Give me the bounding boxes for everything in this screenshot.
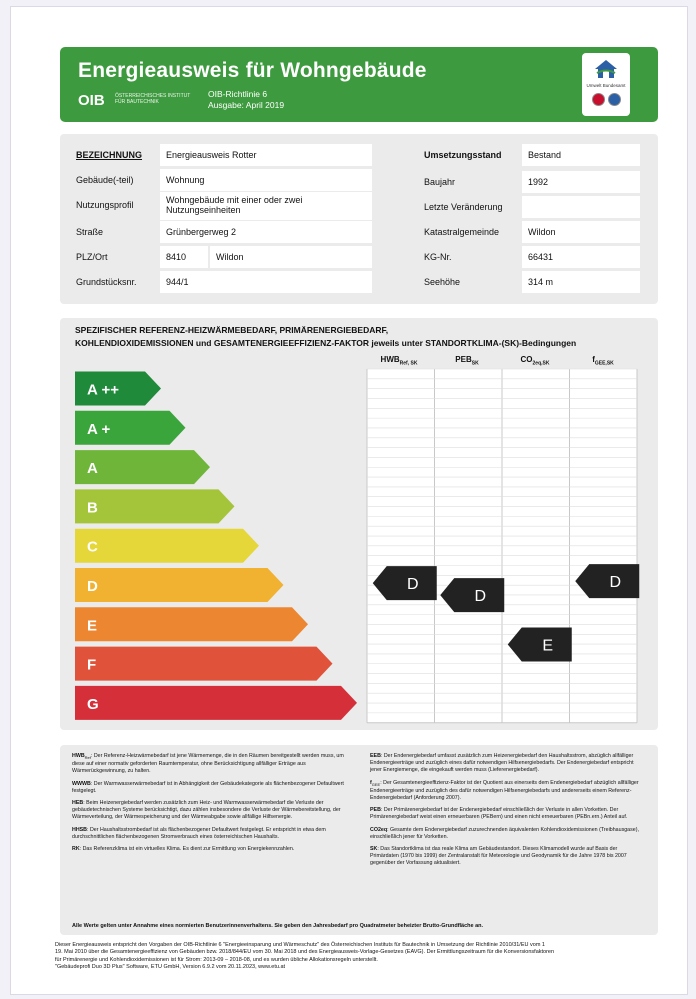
column-header-co2: $CO_{2eq,SK}$ <box>520 355 550 367</box>
definitions-footer: Alle Werte gelten unter Annahme eines normierten Benutzerinnenverhaltens. Sie geben den Jahresbedarf pro Quadratmeter beheizter Brutto-Grundfläche an. <box>72 923 484 929</box>
katastralgemeinde-label: Katastralgemeinde <box>424 227 500 237</box>
house-icon <box>594 59 618 79</box>
legal-footer <box>55 942 655 971</box>
left-definition: $HWB_{Ref}$: Der Referenz-Heizwärmebedarf ist jene Wärmemenge, die in den Räumen bereitgestellt werden muss, um diese auf einer normativ geforderten Raumtemperatur, ohne Berücksichtigung allfälliger Erträge aus Wärmerückgewinnung, zu halten. <box>72 753 344 775</box>
letzte-veraenderung-label: Letzte Veränderung <box>424 202 503 212</box>
ort-value: Wildon <box>210 246 372 268</box>
footer-line2: 19. Mai 2010 über die Gesamtenergieeffizienz von Gebäuden bzw. 2018/844/EU vom 30. Mai 2018 und des Energieausweis-Vorlage-Gesetzes (EAVG). Der Ermittlungszeitraum für die Konversionsfaktoren <box>55 949 555 956</box>
letzte-veraenderung-value <box>522 196 640 218</box>
ausgabe-text: Ausgabe: April 2019 <box>208 100 285 110</box>
footer-line1: Dieser Energieausweis entspricht den Vorgaben der OIB-Richtlinie 6 "Energieeinsparung und Wärmeschutz" des Österreichischen Instituts für Bautechnik in Umsetzung der Richtlinie 2010/31/EU vom 1 <box>55 942 545 948</box>
class-arrow <box>75 568 284 602</box>
class-label: E <box>87 617 98 635</box>
nutzungsprofil-line2: Nutzungseinheiten <box>166 205 241 215</box>
column-header-hwb: $HWB_{Ref, SK}$ <box>380 355 418 367</box>
column-header-peb: $PEB_{SK}$ <box>455 355 479 367</box>
footer-line3: für Primärenergie und Kohlendioxidemissionen ist für Strom: 2013-09 – 2018-08, und es wurden übliche Allokationsregeln unterstellt. <box>55 956 378 963</box>
umweltbundesamt-badge <box>582 53 630 116</box>
right-definition: PEB: Der Primärenergiebedarf ist der Endenergiebedarf einschließlich der Verluste in allen Vorketten. Der Primärenergiebedarf weist einen erneuerbaren (PEBern) und einen nicht erneuerbaren (PEBn.ern.) Anteil auf. <box>370 807 628 821</box>
footer-line4: "Gebäudeprofi Duo 3D Plus" Software, ETU GmbH, Version 6.9.2 vom 20.11.2023, www.etu.at <box>55 963 286 970</box>
class-label: A <box>87 460 98 478</box>
class-arrow <box>75 647 333 681</box>
baujahr-value: 1992 <box>522 171 640 193</box>
badge-label: Umwelt Bundesamt <box>586 83 626 88</box>
bezeichnung-label: BEZEICHNUNG <box>76 150 143 160</box>
grundstueck-value: 944/1 <box>160 271 372 293</box>
oib-logo: OIB <box>78 92 105 109</box>
umsetzungsstand-value: Bestand <box>522 144 640 166</box>
rating-marker-label: D <box>406 576 419 594</box>
definitions-panel <box>60 745 658 935</box>
definitions-left-column <box>72 753 347 858</box>
class-arrow <box>75 489 235 523</box>
right-definition: $f_{GEE}$: Der Gesamtenergieeffizienz-Faktor ist der Quotient aus einerseits dem Endenergiebedarf abzüglich allfälliger Endenergieerträge und zuzüglich des dafür notwendigen Hilfsenergiebedarfs und andererseits einem Referenz-Endenergiebedarf (Anforderung 2007). <box>370 779 639 802</box>
chart-title-line2: KOHLENDIOXIDEMISSIONEN und GESAMTENERGIEEFFIZIENZ-FAKTOR jeweils unter STANDORTKLIMA-(SK)-Bedingungen <box>75 338 577 348</box>
bezeichnung-value: Energieausweis Rotter <box>160 144 372 166</box>
building-info-panel <box>60 134 658 304</box>
class-label: F <box>87 656 97 674</box>
rating-marker-label: D <box>474 588 487 606</box>
right-definition: EEB: Der Endenergiebedarf umfasst zusätzlich zum Heizenergiebedarf den Haushaltsstrom, abzüglich allfälliger Endenergieerträge und zuzüglich eines dafür notwendigen Hilfsenergiebedarfs. Der Endenergiebedarf entspricht jener Energiemenge, die eingekauft werden muss (Lieferenergiebedarf). <box>370 753 634 774</box>
rating-scale-svg <box>60 318 658 730</box>
richtlinie-text: OIB-Richtlinie 6 <box>208 89 268 99</box>
gebaeude-value: Wohnung <box>160 169 372 191</box>
chart-title-line1: SPEZIFISCHER REFERENZ-HEIZWÄRMEBEDARF, PRIMÄRENERGIEBEDARF, <box>75 325 389 335</box>
seehoehe-value: 314 m <box>522 271 640 293</box>
gebaeude-label: Gebäude(-teil) <box>76 175 134 185</box>
nutzungsprofil-label: Nutzungsprofil <box>76 200 134 210</box>
austria-seal-icon <box>592 93 605 106</box>
nutzungsprofil-value <box>160 192 372 220</box>
oib-subtitle: ÖSTERREICHISCHES INSTITUT FÜR BAUTECHNIK <box>115 93 191 105</box>
nutzungsprofil-line1: Wohngebäude mit einer oder zwei <box>166 195 303 205</box>
seehoehe-label: Seehöhe <box>424 277 461 287</box>
class-label: G <box>87 695 99 713</box>
rating-marker-label: D <box>609 574 622 592</box>
left-definition: HEB: Beim Heizenergiebedarf werden zusätzlich zum Heiz- und Warmwasserwärmebedarf die Verluste der gebäudetechnischen Systeme berücksichtigt, dazu zählen insbesondere die Verluste der Wärmebereitstellung, der Wärmeverteilung, der Wärmespeicherung und der Wärmeabgabe sowie allfällige Hilfsenergie. <box>72 800 341 821</box>
class-label: A + <box>87 420 111 438</box>
right-definition: SK: Das Standortklima ist das reale Klima am Gebäudestandort. Dieses Klimamodell wurde auf Basis der Primärdaten (1970 bis 1999) der Zentralanstalt für Meteorologie und Geodynamik für die Jahre 1978 bis 2007 gegenüber der Vorfassung aktualisiert. <box>370 846 627 867</box>
page-title: Energieausweis für Wohngebäude <box>78 59 427 82</box>
class-label: D <box>87 578 98 595</box>
strasse-value: Grünbergerweg 2 <box>160 221 372 243</box>
kgnr-value: 66431 <box>522 246 640 268</box>
class-label: B <box>87 499 98 517</box>
class-label: C <box>87 538 98 556</box>
grundstueck-label: Grundstücksnr. <box>76 277 137 287</box>
rating-marker-label: E <box>542 637 554 655</box>
left-definition: RK: Das Referenzklima ist ein virtuelles Klima. Es dient zur Ermittlung von Energiekennzahlen. <box>72 846 295 853</box>
guideline-info <box>208 89 284 111</box>
baujahr-label: Baujahr <box>424 177 456 187</box>
left-definition: WWWB: Der Warmwasserwärmebedarf ist in Abhängigkeit der Gebäudekategorie als flächenbezogener Defaultwert festgelegt. <box>72 780 344 794</box>
plzort-label: PLZ/Ort <box>76 252 108 262</box>
column-header-fgee: $f_{GEE,SK}$ <box>592 355 614 367</box>
kgnr-label: KG-Nr. <box>424 252 452 262</box>
strasse-label: Straße <box>76 227 104 237</box>
left-definition: HHSB: Der Haushaltsstrombedarf ist als flächenbezogener Defaultwert festgelegt. Er entspricht in etwa dem durchschnittlichen flächenbezogenen Stromverbrauch eines österreichischen Haushalts. <box>72 826 326 840</box>
class-label: A ++ <box>87 381 119 399</box>
definitions-right-column <box>370 753 645 873</box>
energy-rating-chart <box>60 318 658 730</box>
badge-seals <box>591 92 621 106</box>
klima-seal-icon <box>608 93 621 106</box>
plz-value: 8410 <box>160 246 208 268</box>
katastralgemeinde-value: Wildon <box>522 221 640 243</box>
class-arrow <box>75 686 357 720</box>
class-arrow <box>75 529 259 563</box>
header-banner <box>60 47 658 122</box>
right-definition: CO2eq: Gesamte dem Endenergiebedarf zuzurechnenden äquivalenten Kohlendioxidemissionen (Treibhausgase), einschließlich jener für Vorketten. <box>370 826 639 840</box>
class-arrow <box>75 607 308 641</box>
umsetzungsstand-label: Umsetzungsstand <box>424 150 502 160</box>
